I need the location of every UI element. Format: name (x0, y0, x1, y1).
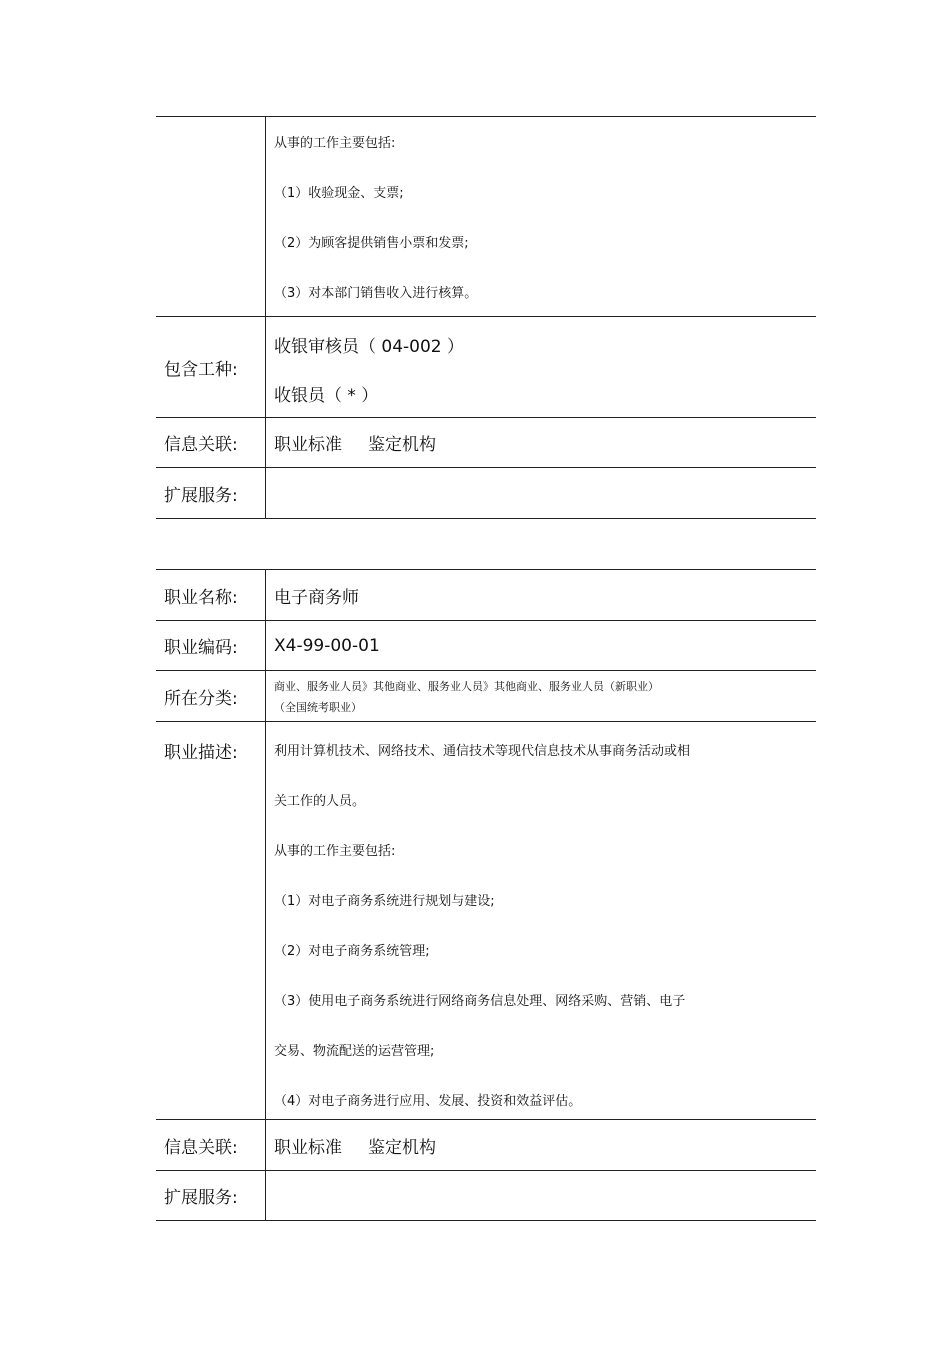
type-item: 收银员（ * ） (274, 386, 379, 406)
category-row (156, 671, 816, 722)
name-value: 电子商务师 (274, 587, 359, 608)
description-line: （2）为顾客提供销售小票和发票; (274, 236, 469, 251)
occupation-table-1 (156, 116, 816, 519)
type-item: 收银审核员（ 04-002 ） (274, 337, 465, 357)
ext-value-2 (266, 1171, 816, 1220)
description-row-2 (156, 722, 816, 1120)
description-value-2 (266, 722, 816, 1119)
info-row (156, 418, 816, 468)
info-value-2 (266, 1120, 816, 1170)
types-value (266, 317, 816, 417)
description-line: （3）对本部门销售收入进行核算。 (274, 286, 478, 301)
description-line: （2）对电子商务系统管理; (274, 944, 430, 959)
code-label: 职业编码: (156, 621, 266, 670)
description-line: （1）对电子商务系统进行规划与建设; (274, 894, 495, 909)
info-value (266, 418, 816, 467)
agency-link[interactable]: 鉴定机构 (368, 1137, 436, 1158)
description-line: （1）收验现金、支票; (274, 186, 404, 201)
occupation-table-2 (156, 569, 816, 1221)
description-line: 从事的工作主要包括: (274, 844, 396, 859)
description-line: 交易、物流配送的运营管理; (274, 1044, 435, 1059)
types-label: 包含工种: (156, 317, 266, 417)
description-line: 关工作的人员。 (274, 794, 366, 809)
description-label-cell (156, 117, 266, 316)
description-row (156, 117, 816, 317)
code-value: X4-99-00-01 (274, 635, 380, 656)
name-row (156, 570, 816, 621)
category-label: 所在分类: (156, 671, 266, 721)
description-line: （3）使用电子商务系统进行网络商务信息处理、网络采购、营销、电子 (274, 994, 686, 1009)
ext-label: 扩展服务: (156, 468, 266, 518)
category-line: 商业、服务业人员》其他商业、服务业人员》其他商业、服务业人员（新职业） (274, 680, 659, 693)
standard-link[interactable]: 职业标准 (274, 1137, 342, 1158)
category-value (266, 671, 816, 721)
types-row (156, 317, 816, 418)
description-line: 从事的工作主要包括: (274, 136, 396, 151)
info-label: 信息关联: (156, 418, 266, 467)
code-row (156, 621, 816, 671)
ext-row-2 (156, 1171, 816, 1221)
description-line: （4）对电子商务进行应用、发展、投资和效益评估。 (274, 1094, 582, 1109)
ext-label-2: 扩展服务: (156, 1171, 266, 1220)
info-label-2: 信息关联: (156, 1120, 266, 1170)
description-value (266, 117, 816, 316)
ext-row (156, 468, 816, 519)
description-label-2: 职业描述: (156, 722, 266, 1119)
category-line: （全国统考职业） (274, 701, 362, 714)
ext-value (266, 468, 816, 518)
standard-link[interactable]: 职业标准 (274, 435, 342, 455)
agency-link[interactable]: 鉴定机构 (368, 435, 436, 455)
name-label: 职业名称: (156, 570, 266, 620)
info-row-2 (156, 1120, 816, 1171)
description-line: 利用计算机技术、网络技术、通信技术等现代信息技术从事商务活动或相 (274, 744, 691, 759)
